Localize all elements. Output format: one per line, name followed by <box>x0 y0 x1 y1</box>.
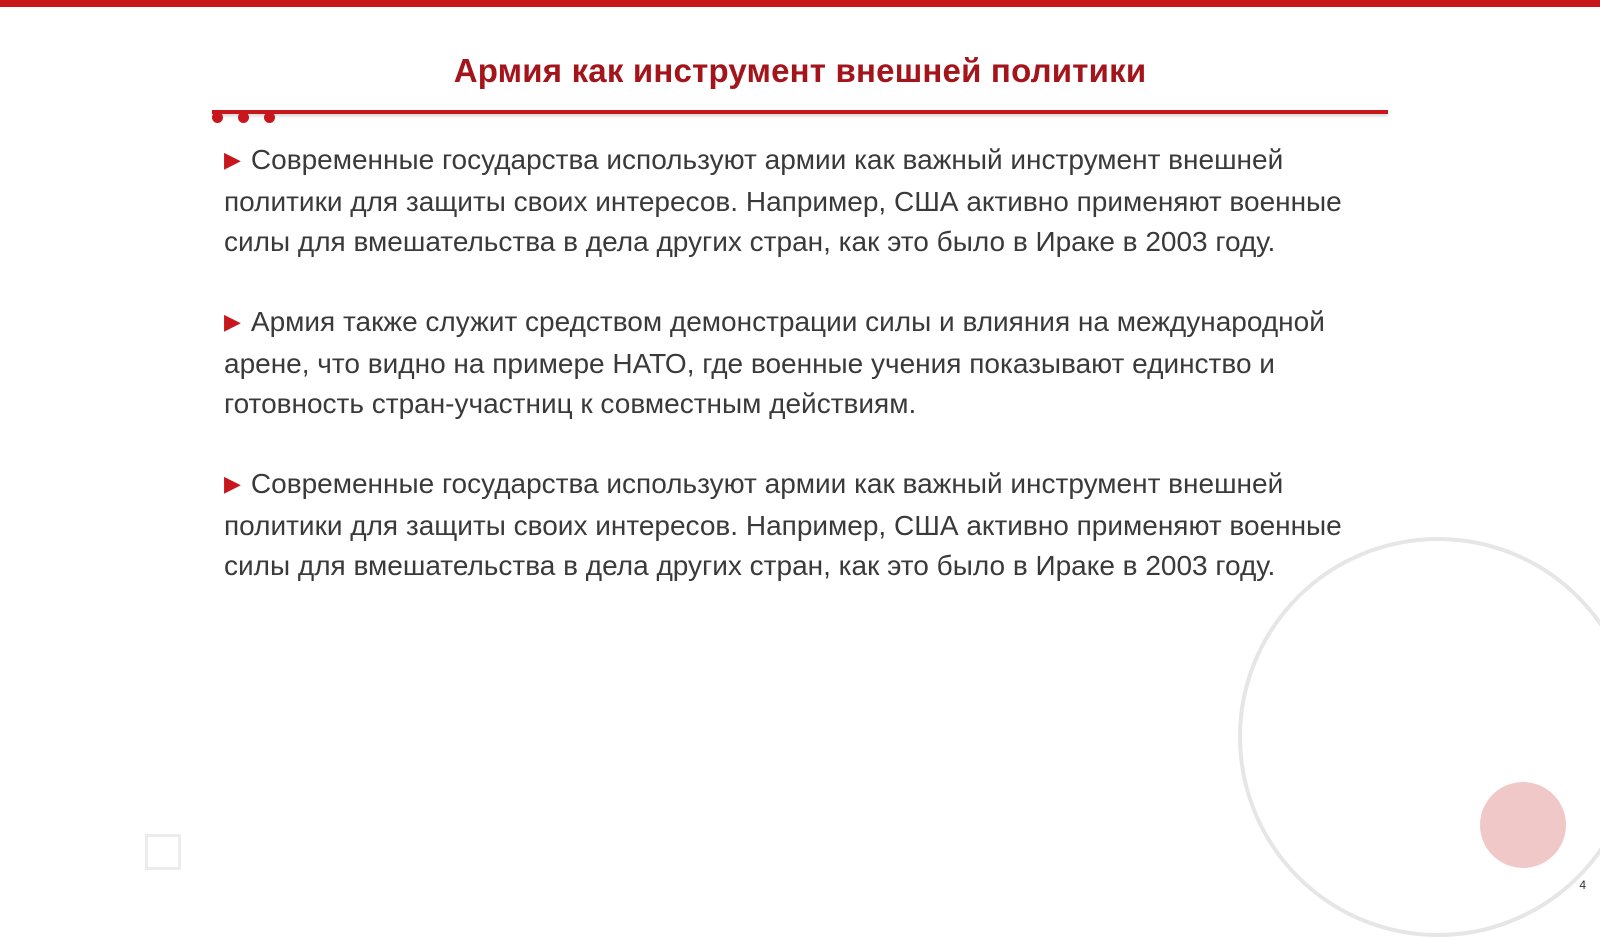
bullet-item <box>224 140 1374 262</box>
bullet-text: Современные государства используют армии как важный инструмент внешней политики для защиты своих интересов. Например, США активно применяют военные силы для вмешательства в дела других стран, как это было в Ираке в 2003 году. <box>224 144 1342 257</box>
slide-title: Армия как инструмент внешней политики <box>453 52 1147 89</box>
underline-dot <box>212 112 223 123</box>
bullet-text: Армия также служит средством демонстрации силы и влияния на международной арене, что видно на примере НАТО, где военные учения показывают единство и готовность стран-участниц к совместным действиям. <box>224 306 1325 419</box>
bullet-arrow-icon: ▶ <box>224 309 241 334</box>
bullet-list <box>224 140 1374 626</box>
title-underline <box>212 110 1388 114</box>
underline-dot <box>264 112 275 123</box>
bullet-text: Современные государства используют армии как важный инструмент внешней политики для защиты своих интересов. Например, США активно применяют военные силы для вмешательства в дела других стран, как это было в Ираке в 2003 году. <box>224 468 1342 581</box>
underline-dot <box>238 112 249 123</box>
bullet-arrow-icon: ▶ <box>224 471 241 496</box>
bullet-arrow-icon: ▶ <box>224 147 241 172</box>
top-accent-bar <box>0 0 1600 7</box>
page-number: 4 <box>1579 878 1586 892</box>
decorative-circle <box>1480 782 1566 868</box>
decorative-square <box>145 834 181 870</box>
bullet-item <box>224 302 1374 424</box>
bullet-item <box>224 464 1374 586</box>
